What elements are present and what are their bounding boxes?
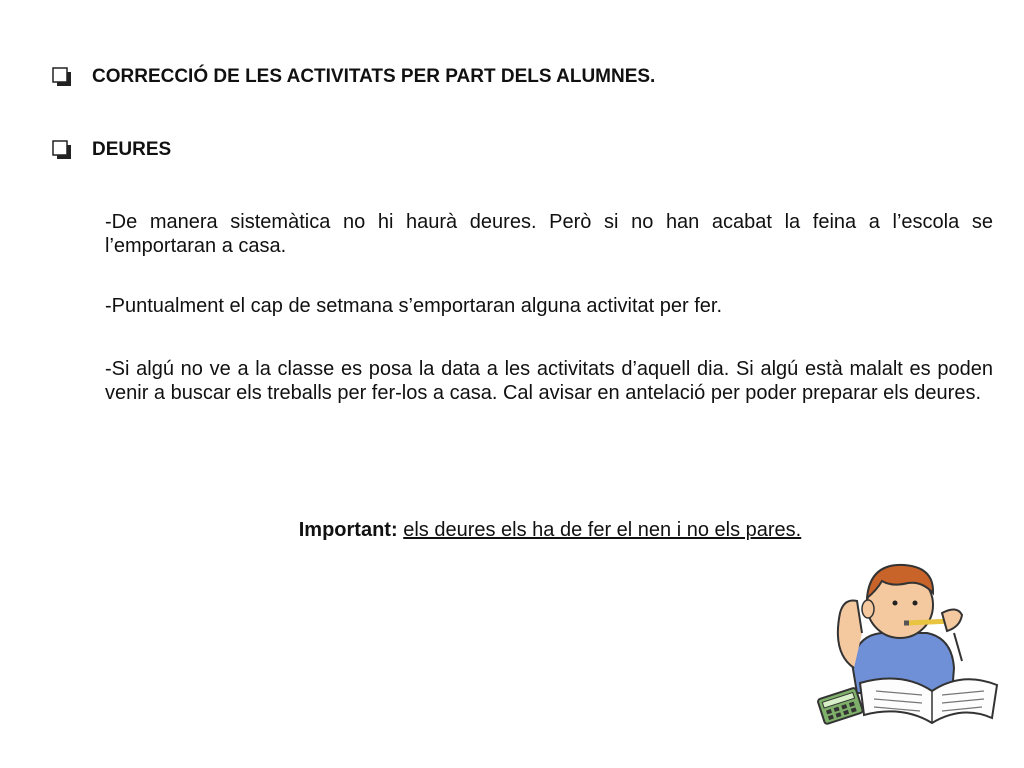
bullet-text: CORRECCIÓ DE LES ACTIVITATS PER PART DELS ALUMNES. xyxy=(92,66,656,87)
bullet-correccio xyxy=(52,66,655,88)
bullet-text: DEURES xyxy=(92,139,172,160)
bullet-deures xyxy=(52,139,171,161)
important-note xyxy=(0,519,1024,542)
important-text: els deures els ha de fer el nen i no els pares. xyxy=(403,519,802,541)
boy-studying-icon xyxy=(812,543,1002,733)
paragraph-no-homework: -De manera sistemàtica no hi haurà deures. Però si no han acabat la feina a l’escola se l’emportaran a casa. xyxy=(105,211,993,257)
important-label: Important: xyxy=(298,519,398,541)
checkbox-bullet-icon xyxy=(52,140,72,160)
paragraph-absence: -Si algú no ve a la classe es posa la data a les activitats d’aquell dia. Si algú està malalt es poden venir a buscar els treballs per fer-los a casa. Cal avisar en antelació per poder preparar els deures. xyxy=(105,358,993,404)
paragraph-weekend: -Puntualment el cap de setmana s’emportaran alguna activitat per fer. xyxy=(105,295,723,317)
checkbox-bullet-icon xyxy=(52,67,72,87)
